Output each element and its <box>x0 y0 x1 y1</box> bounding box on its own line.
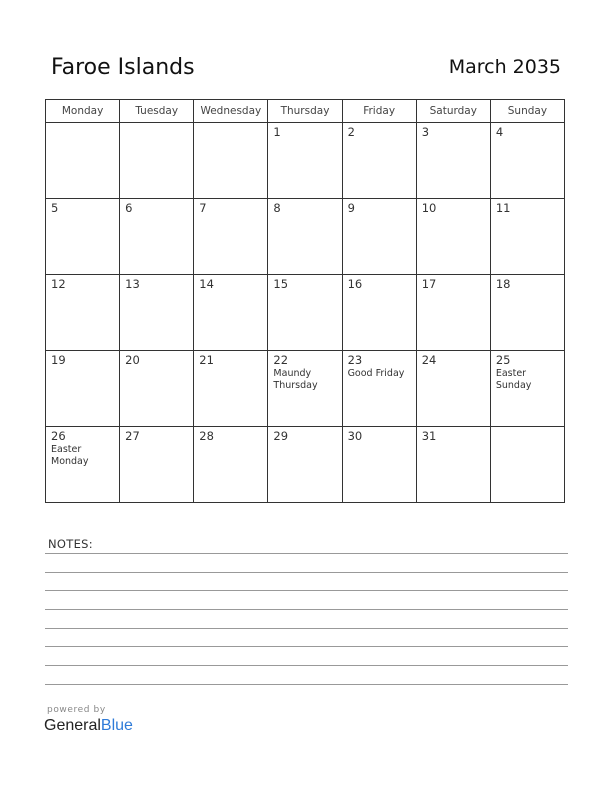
day-cell <box>342 123 416 199</box>
day-number: 20 <box>125 353 140 367</box>
day-cell <box>120 351 194 427</box>
week-row <box>46 123 565 199</box>
weekday-header: Thursday <box>268 100 342 123</box>
day-number: 4 <box>495 125 504 139</box>
day-number: 16 <box>347 277 363 291</box>
weekday-header: Sunday <box>490 100 564 123</box>
day-cell <box>46 427 120 503</box>
day-number: 25 <box>495 353 511 367</box>
day-cell <box>268 275 342 351</box>
day-cell <box>120 123 194 199</box>
country-title: Faroe Islands <box>51 55 195 80</box>
day-number: 27 <box>125 429 140 443</box>
note-line <box>45 684 568 685</box>
day-cell <box>120 427 194 503</box>
day-number: 22 <box>273 353 289 367</box>
weekday-header: Friday <box>342 100 416 123</box>
day-cell <box>268 199 342 275</box>
day-number: 31 <box>421 429 437 443</box>
day-number: 7 <box>199 201 207 215</box>
note-line <box>45 646 568 647</box>
weekday-header: Tuesday <box>120 100 194 123</box>
day-number: 8 <box>273 201 281 215</box>
day-cell <box>490 427 564 503</box>
day-cell <box>416 351 490 427</box>
note-line <box>45 609 568 610</box>
day-cell <box>490 199 564 275</box>
logo-general: General <box>44 717 101 734</box>
week-row <box>46 427 565 503</box>
day-cell <box>194 427 268 503</box>
day-cell <box>46 199 120 275</box>
weekday-header: Wednesday <box>194 100 268 123</box>
holiday-label: Easter Monday <box>51 444 89 467</box>
day-number: 1 <box>273 125 281 139</box>
day-number: 15 <box>273 277 289 291</box>
note-line <box>45 572 568 573</box>
week-row <box>46 351 565 427</box>
day-number: 6 <box>125 201 133 215</box>
day-cell <box>46 123 120 199</box>
note-line <box>45 628 568 629</box>
day-number: 19 <box>51 353 66 367</box>
day-cell <box>46 275 120 351</box>
day-number: 28 <box>199 429 214 443</box>
day-cell <box>342 351 416 427</box>
day-cell <box>268 123 342 199</box>
day-number: 5 <box>51 201 59 215</box>
holiday-label: Good Friday <box>347 368 405 379</box>
notes-label: NOTES: <box>48 537 93 551</box>
day-cell <box>120 275 194 351</box>
day-cell <box>416 199 490 275</box>
logo-blue: Blue <box>100 717 133 734</box>
day-cell <box>268 427 342 503</box>
powered-by-text: powered by <box>47 705 106 715</box>
note-line <box>45 665 568 666</box>
day-number: 12 <box>51 277 66 291</box>
day-cell <box>416 275 490 351</box>
day-cell <box>46 351 120 427</box>
day-number: 17 <box>421 277 437 291</box>
day-number: 9 <box>347 201 355 215</box>
week-row <box>46 275 565 351</box>
day-cell <box>194 351 268 427</box>
day-number: 24 <box>421 353 437 367</box>
day-number: 29 <box>273 429 289 443</box>
day-cell <box>490 351 564 427</box>
weekday-header-row <box>46 100 565 123</box>
day-cell <box>194 123 268 199</box>
day-number: 11 <box>495 201 511 215</box>
generalblue-logo <box>44 717 133 735</box>
day-number: 23 <box>347 353 363 367</box>
day-cell <box>194 275 268 351</box>
day-cell <box>120 199 194 275</box>
calendar-grid <box>45 99 565 503</box>
holiday-label: Easter Sunday <box>495 368 532 391</box>
day-cell <box>416 427 490 503</box>
week-row <box>46 199 565 275</box>
month-title: March 2035 <box>448 56 561 78</box>
day-cell <box>194 199 268 275</box>
holiday-label: Maundy Thursday <box>273 368 318 391</box>
weekday-header: Monday <box>46 100 120 123</box>
day-cell <box>342 427 416 503</box>
day-cell <box>342 199 416 275</box>
day-cell <box>342 275 416 351</box>
day-number: 26 <box>51 429 66 443</box>
day-number: 3 <box>421 125 430 139</box>
day-number: 13 <box>125 277 140 291</box>
day-cell <box>490 275 564 351</box>
day-number: 10 <box>421 201 437 215</box>
day-number: 18 <box>495 277 511 291</box>
note-line <box>45 553 568 554</box>
day-number: 2 <box>347 125 355 139</box>
day-cell <box>416 123 490 199</box>
note-line <box>45 590 568 591</box>
day-cell <box>490 123 564 199</box>
day-number: 14 <box>199 277 214 291</box>
day-cell <box>268 351 342 427</box>
weekday-header: Saturday <box>416 100 490 123</box>
day-number: 21 <box>199 353 214 367</box>
day-number: 30 <box>347 429 363 443</box>
